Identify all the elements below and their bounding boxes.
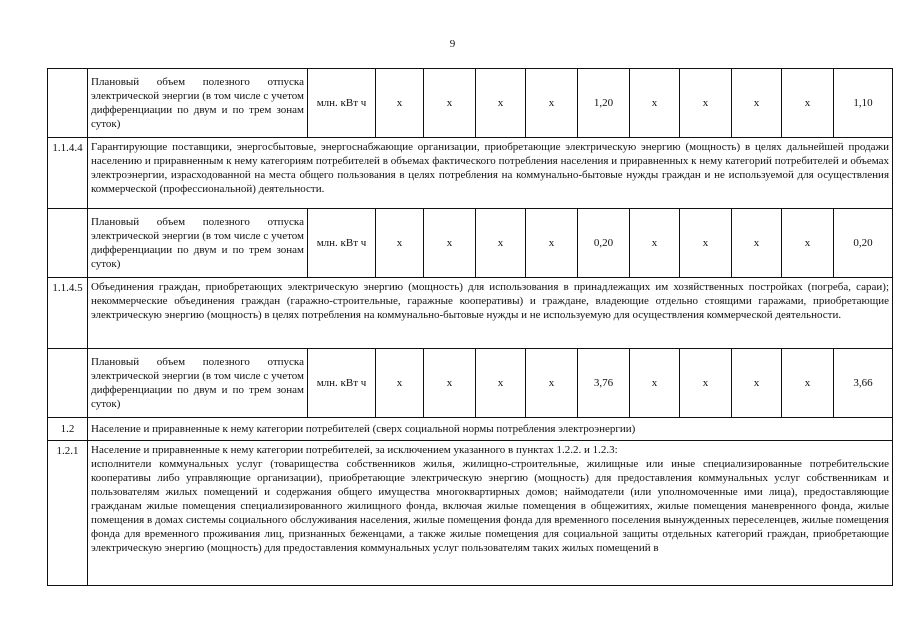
table-row [48, 209, 893, 278]
plan-volume-label: Плановый объем полезного отпуска электрической энергии (в том числе с учетом дифференциации по двум и по трем зонам суток) [88, 349, 308, 418]
value-cell: х [732, 349, 782, 418]
section-intro-line: Население и приравненные к нему категории потребителей, за исключением указанного в пунктах 1.2.2. и 1.2.3: [91, 444, 618, 456]
value-cell: х [526, 349, 578, 418]
row-number-cell [48, 69, 88, 138]
value-cell: х [476, 209, 526, 278]
value-cell: х [424, 209, 476, 278]
table-row [48, 441, 893, 586]
row-number-cell [48, 209, 88, 278]
value-cell: х [732, 209, 782, 278]
section-number: 1.1.4.5 [48, 278, 88, 349]
value-cell: 1,10 [834, 69, 893, 138]
value-cell: х [630, 69, 680, 138]
value-cell: х [526, 69, 578, 138]
value-cell: 1,20 [578, 69, 630, 138]
value-cell: х [376, 349, 424, 418]
table-row [48, 349, 893, 418]
value-cell: 3,76 [578, 349, 630, 418]
value-cell: х [476, 69, 526, 138]
value-cell: 0,20 [578, 209, 630, 278]
plan-volume-label: Плановый объем полезного отпуска электрической энергии (в том числе с учетом дифференциации по двум и по трем зонам суток) [88, 209, 308, 278]
unit-cell: млн. кВт ч [308, 69, 376, 138]
value-cell: х [630, 209, 680, 278]
value-cell: 3,66 [834, 349, 893, 418]
table-row [48, 278, 893, 349]
section-description: Население и приравненные к нему категории потребителей (сверх социальной нормы потребления электроэнергии) [88, 418, 893, 441]
value-cell: х [376, 209, 424, 278]
value-cell: х [680, 69, 732, 138]
value-cell: х [680, 349, 732, 418]
row-number-cell [48, 349, 88, 418]
section-number: 1.2 [48, 418, 88, 441]
value-cell: х [424, 69, 476, 138]
value-cell: х [732, 69, 782, 138]
value-cell: х [782, 209, 834, 278]
value-cell: х [476, 349, 526, 418]
unit-cell: млн. кВт ч [308, 209, 376, 278]
value-cell: х [376, 69, 424, 138]
section-body-text: исполнители коммунальных услуг (товарищества собственников жилья, жилищно-строительные, жилищные или иные специализированные потребительские кооперативы либо управляющие организации), приобретающие электрическую энергию (мощность) для предоставления коммунальных услуг собственникам и пользователям жилых помещений и содержания общего имущества многоквартирных домов; наймодатели (или уполномоченные ими лица), предоставляющие гражданам жилые помещения специализированного жилищного фонда, включая жилые помещения в общежитиях, жилые помещения маневренного фонда, жилые помещения в домах системы социального обслуживания населения, жилые помещения фонда для временного поселения вынужденных переселенцев, жилые помещения фонда для временного проживания лиц, признанных беженцами, а также жилые помещения для социальной защиты отдельных категорий граждан, приобретающие электрическую энергию (мощность) для предоставления коммунальных услуг пользователям таких жилых помещений в [91, 458, 889, 554]
section-description: Гарантирующие поставщики, энергосбытовые, энергоснабжающие организации, приобретающие электрическую энергию (мощность) в целях дальнейшей продажи населению и приравненным к нему категориям потребителей в объемах фактического потребления населения и приравненных к нему категорий потребителей и объемах электроэнергии, израсходованной на места общего пользования в целях потребления на коммунально-бытовые нужды граждан и не используемой для осуществления коммерческой (профессиональной) деятельности. [88, 138, 893, 209]
table-row [48, 418, 893, 441]
table-row [48, 138, 893, 209]
table-row [48, 69, 893, 138]
tariff-table [47, 68, 893, 586]
value-cell: х [782, 69, 834, 138]
value-cell: х [424, 349, 476, 418]
plan-volume-label: Плановый объем полезного отпуска электрической энергии (в том числе с учетом дифференциации по двум и по трем зонам суток) [88, 69, 308, 138]
unit-cell: млн. кВт ч [308, 349, 376, 418]
value-cell: х [680, 209, 732, 278]
section-description: Объединения граждан, приобретающих электрическую энергию (мощность) для использования в принадлежащих им хозяйственных постройках (погреба, сараи); некоммерческие объединения граждан (гаражно-строительные, гаражные кооперативы) и граждане, владеющие отдельно стоящими гаражами, приобретающие электрическую энергию (мощность) в целях потребления на коммунально-бытовые нужды и не используемую для осуществления коммерческой деятельности. [88, 278, 893, 349]
value-cell: х [630, 349, 680, 418]
section-description [88, 441, 893, 586]
value-cell: х [526, 209, 578, 278]
value-cell: 0,20 [834, 209, 893, 278]
section-number: 1.1.4.4 [48, 138, 88, 209]
value-cell: х [782, 349, 834, 418]
page-number: 9 [449, 38, 456, 50]
section-number: 1.2.1 [48, 441, 88, 586]
